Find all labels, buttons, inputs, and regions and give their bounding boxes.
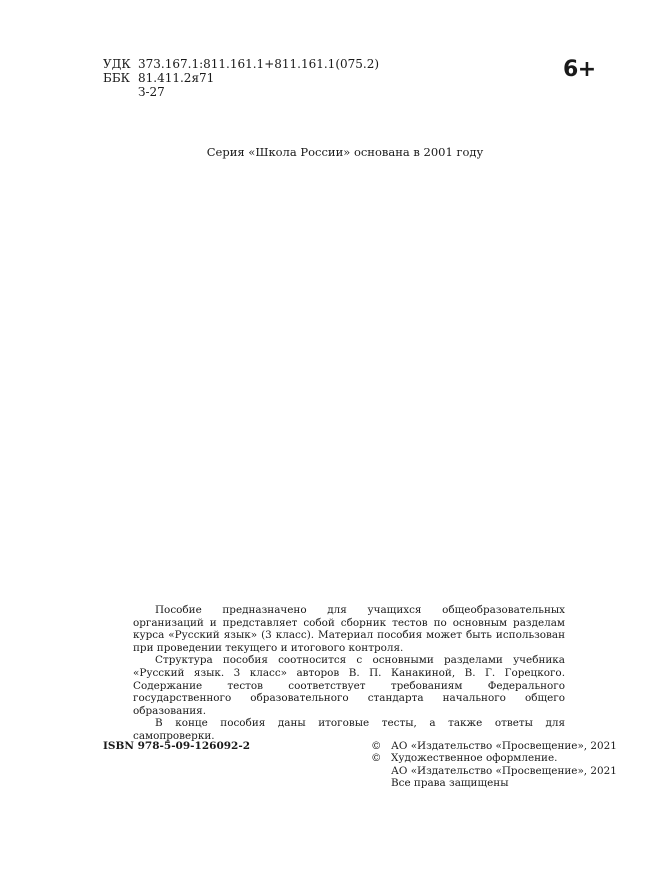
copyright-block (371, 740, 617, 790)
copyright-symbol: © (371, 752, 382, 765)
bbk-label: ББК (103, 71, 130, 85)
bbk-row (103, 71, 379, 85)
bbk-value: 81.411.2я71 (138, 71, 215, 85)
classification-block (103, 57, 379, 99)
udk-label: УДК (103, 57, 131, 71)
series-line: Серия «Школа России» основана в 2001 году (206, 145, 484, 159)
annotation-paragraph: Пособие предназначено для учащихся общеобразовательных организаций и представляет собой сборник тестов по основным разделам курса «Русский язык» (3 класс). Материал пособия может быть использован при проведении текущего и итогового контроля. (133, 604, 565, 654)
annotation-paragraph: Структура пособия соотносится с основными разделами учебника «Русский язык. 3 класс» авторов В. П. Канакиной, В. Г. Горецкого. Содержание тестов соответствует требованиям Федерального государственного образовательного стандарта начального общего образования. (133, 654, 565, 717)
author-mark: З-27 (138, 85, 165, 99)
annotation (133, 604, 565, 743)
copyright-line (371, 740, 617, 752)
annotation-paragraph: В конце пособия даны итоговые тесты, а также ответы для самопроверки. (133, 717, 565, 742)
udk-row (103, 57, 379, 71)
copyright-symbol: © (371, 740, 382, 752)
copyright-line: АО «Издательство «Просвещение», 2021 (391, 764, 617, 777)
copyright-text: Художественное оформление. (391, 752, 558, 765)
udk-value: 373.167.1:811.161.1+811.161.1(075.2) (138, 57, 380, 71)
copyright-line: Все права защищены (391, 777, 509, 790)
isbn: ISBN 978-5-09-126092-2 (103, 740, 251, 752)
copyright-line (371, 752, 617, 764)
age-rating: 6+ (563, 57, 596, 82)
copyright-text: АО «Издательство «Просвещение», 2021 (391, 740, 617, 752)
